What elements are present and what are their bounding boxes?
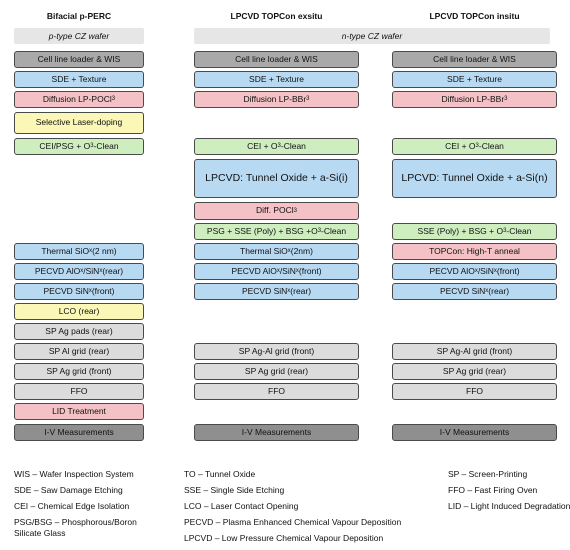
perc-step-sde: SDE + Texture bbox=[14, 71, 144, 88]
perc-alox-mid: /SiN bbox=[83, 265, 100, 276]
insitu-step-pecvd-alox bbox=[392, 263, 557, 280]
perc-step-laser-doping: Selective Laser-doping bbox=[14, 112, 144, 134]
insitu-step-loader: Cell line loader & WIS bbox=[392, 51, 557, 68]
perc-diffusion-text: Diffusion LP-POCl bbox=[42, 93, 112, 104]
insitu-cei-sub: 3 bbox=[475, 143, 479, 150]
perc-step-lco: LCO (rear) bbox=[14, 303, 144, 320]
insitu-sse-sub: 3 bbox=[503, 228, 507, 235]
exsitu-alox-sub2: x bbox=[295, 268, 299, 275]
legend-lco: LCO – Laser Contact Opening bbox=[184, 501, 299, 511]
perc-cei-sub: 3 bbox=[90, 143, 94, 150]
wafer-label-n-type: n-type CZ wafer bbox=[194, 28, 550, 44]
exsitu-sin-sub: x bbox=[287, 288, 291, 295]
insitu-step-sp-agal-grid: SP Ag-Al grid (front) bbox=[392, 343, 557, 360]
exsitu-diffusion-sub: 3 bbox=[306, 96, 310, 103]
legend-sse: SSE – Single Side Etching bbox=[184, 485, 285, 495]
insitu-sse-post: -Clean bbox=[506, 225, 532, 236]
insitu-diffusion-text: Diffusion LP-BBr bbox=[441, 93, 505, 104]
insitu-cei-post: -Clean bbox=[478, 140, 504, 151]
insitu-step-sse bbox=[392, 223, 557, 240]
exsitu-step-cei bbox=[194, 138, 359, 155]
exsitu-thermal-post: (2nm) bbox=[290, 245, 313, 256]
legend-wis: WIS – Wafer Inspection System bbox=[14, 469, 134, 479]
insitu-alox-sub2: x bbox=[493, 268, 497, 275]
exsitu-psg-text: PSG + SSE (Poly) + BSG +O bbox=[206, 225, 318, 236]
exsitu-step-lpcvd: LPCVD: Tunnel Oxide + a-Si(i) bbox=[194, 159, 359, 198]
exsitu-alox-post: (front) bbox=[298, 265, 322, 276]
column-title-perc: Bifacial p-PERC bbox=[46, 11, 112, 21]
insitu-step-sp-ag-grid: SP Ag grid (rear) bbox=[392, 363, 557, 380]
exsitu-step-thermal-oxide bbox=[194, 243, 359, 260]
insitu-sin-text: PECVD SiN bbox=[439, 285, 486, 296]
perc-step-thermal-oxide bbox=[14, 243, 144, 260]
perc-step-lid: LID Treatment bbox=[14, 403, 144, 420]
legend-sde: SDE – Saw Damage Etching bbox=[14, 485, 123, 495]
insitu-alox-sub1: x bbox=[474, 268, 478, 275]
perc-thermal-text: Thermal SiO bbox=[41, 245, 90, 256]
exsitu-diffusion-text: Diffusion LP-BBr bbox=[243, 93, 307, 104]
exsitu-cei-sub: 3 bbox=[277, 143, 281, 150]
perc-alox-text: PECVD AlO bbox=[34, 265, 81, 276]
perc-step-sp-al-grid: SP Al grid (rear) bbox=[14, 343, 144, 360]
perc-alox-sub1: x bbox=[80, 268, 84, 275]
insitu-alox-post: (front) bbox=[496, 265, 520, 276]
perc-thermal-post: (2 nm) bbox=[92, 245, 117, 256]
insitu-step-lpcvd: LPCVD: Tunnel Oxide + a-Si(n) bbox=[392, 159, 557, 198]
legend-lid: LID – Light Induced Degradation bbox=[448, 501, 570, 511]
insitu-step-cei bbox=[392, 138, 557, 155]
exsitu-step-loader: Cell line loader & WIS bbox=[194, 51, 359, 68]
perc-step-diffusion bbox=[14, 91, 144, 108]
exsitu-psg-sub: 3 bbox=[317, 228, 322, 235]
perc-diffusion-sub: 3 bbox=[111, 96, 116, 103]
legend-psg-bsg-cont: Silicate Glass bbox=[14, 528, 66, 538]
wafer-label-p-type: p-type CZ wafer bbox=[14, 28, 144, 44]
insitu-step-pecvd-sin bbox=[392, 283, 557, 300]
exsitu-step-psg-sse bbox=[194, 223, 359, 240]
legend-psg-bsg: PSG/BSG – Phosphorous/Boron bbox=[14, 517, 137, 527]
exsitu-step-iv: I-V Measurements bbox=[194, 424, 359, 441]
perc-sin-sub: x bbox=[88, 288, 92, 295]
exsitu-step-sde: SDE + Texture bbox=[194, 71, 359, 88]
exsitu-sin-post: (rear) bbox=[290, 285, 312, 296]
perc-step-pecvd-sin bbox=[14, 283, 144, 300]
legend-to: TO – Tunnel Oxide bbox=[184, 469, 256, 479]
exsitu-thermal-text: Thermal SiO bbox=[240, 245, 288, 256]
exsitu-step-diffusion bbox=[194, 91, 359, 108]
perc-cei-text: CEI/PSG + O bbox=[39, 140, 91, 151]
perc-step-loader: Cell line loader & WIS bbox=[14, 51, 144, 68]
perc-step-sp-pads: SP Ag pads (rear) bbox=[14, 323, 144, 340]
insitu-sin-sub: x bbox=[485, 288, 489, 295]
perc-step-iv: I-V Measurements bbox=[14, 424, 144, 441]
column-title-insitu: LPCVD TOPCon insitu bbox=[429, 11, 520, 21]
insitu-sin-post: (rear) bbox=[488, 285, 510, 296]
legend-pecvd: PECVD – Plasma Enhanced Chemical Vapour Deposition bbox=[184, 517, 402, 527]
exsitu-diffpocl-sub: 3 bbox=[293, 207, 297, 214]
legend-lpcvd: LPCVD – Low Pressure Chemical Vapour Deposition bbox=[184, 533, 384, 543]
insitu-step-topcon-anneal: TOPCon: High-T anneal bbox=[392, 243, 557, 260]
perc-step-sp-ag-grid: SP Ag grid (front) bbox=[14, 363, 144, 380]
exsitu-cei-post: -Clean bbox=[280, 140, 306, 151]
insitu-alox-mid: /SiN bbox=[477, 265, 494, 276]
insitu-step-diffusion bbox=[392, 91, 557, 108]
insitu-sse-text: SSE (Poly) + BSG + O bbox=[417, 225, 504, 236]
insitu-step-ffo: FFO bbox=[392, 383, 557, 400]
perc-alox-sub2: x bbox=[99, 268, 103, 275]
perc-step-cei bbox=[14, 138, 144, 155]
exsitu-thermal-sub: x bbox=[287, 248, 291, 255]
exsitu-step-ffo: FFO bbox=[194, 383, 359, 400]
exsitu-alox-mid: /SiN bbox=[279, 265, 296, 276]
perc-sin-post: (front) bbox=[91, 285, 115, 296]
perc-alox-post: (rear) bbox=[102, 265, 124, 276]
exsitu-step-pecvd-sin bbox=[194, 283, 359, 300]
exsitu-step-sp-agal-grid: SP Ag-Al grid (front) bbox=[194, 343, 359, 360]
perc-thermal-sub: x bbox=[89, 248, 93, 255]
perc-step-pecvd-alox bbox=[14, 263, 144, 280]
exsitu-step-sp-ag-grid: SP Ag grid (rear) bbox=[194, 363, 359, 380]
insitu-cei-text: CEI + O bbox=[445, 140, 476, 151]
perc-sin-text: PECVD SiN bbox=[43, 285, 89, 296]
perc-cei-post: -Clean bbox=[93, 140, 119, 151]
legend-cei: CEI – Chemical Edge Isolation bbox=[14, 501, 130, 511]
perc-step-ffo: FFO bbox=[14, 383, 144, 400]
insitu-step-iv: I-V Measurements bbox=[392, 424, 557, 441]
exsitu-alox-text: PECVD AlO bbox=[231, 265, 277, 276]
exsitu-diffpocl-text: Diff. POCl bbox=[256, 205, 294, 216]
legend-sp: SP – Screen-Printing bbox=[448, 469, 528, 479]
exsitu-alox-sub1: x bbox=[276, 268, 280, 275]
exsitu-cei-text: CEI + O bbox=[247, 140, 278, 151]
exsitu-sin-text: PECVD SiN bbox=[241, 285, 288, 296]
legend-ffo: FFO – Fast Firing Oven bbox=[448, 485, 538, 495]
insitu-diffusion-sub: 3 bbox=[504, 96, 508, 103]
exsitu-step-pecvd-alox bbox=[194, 263, 359, 280]
column-title-exsitu: LPCVD TOPCon exsitu bbox=[230, 11, 323, 21]
insitu-step-sde: SDE + Texture bbox=[392, 71, 557, 88]
insitu-alox-text: PECVD AlO bbox=[429, 265, 475, 276]
exsitu-step-diff-pocl3 bbox=[194, 202, 359, 220]
exsitu-psg-post: -Clean bbox=[321, 225, 347, 236]
